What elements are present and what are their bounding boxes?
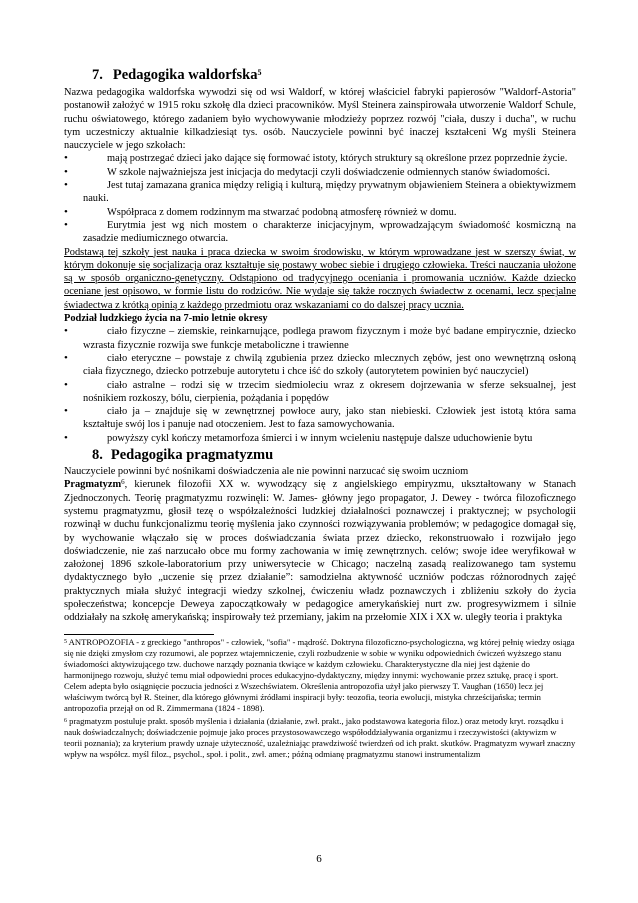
list-item: • Eurytmia jest wg nich mostem o charakterze inicjacyjnym, wprowadzającym świadomość kosmiczną na zasadzie mediumicznego otwarcia. <box>64 219 576 246</box>
list-item: • Współpraca z domem rodzinnym ma stwarzać podobną atmosferę również w domu. <box>64 206 576 219</box>
footnote-divider <box>64 634 214 635</box>
footnote-mark: 5 <box>64 638 67 645</box>
section-7-heading <box>92 66 576 84</box>
section-8-heading <box>92 446 576 464</box>
section-7-intro: Nazwa pedagogika waldorfska wywodzi się od wsi Waldorf, w której właściciel fabryki papierosów "Waldorf-Astoria" postanowił założyć w 1915 roku szkołę dla dzieci pracowników. Myśl Steinera zainspirowała utworzenie Waldorf Schule, ruchu oświatowego, którego zadaniem było wychowywanie młodzieży poprzez rozwój "ciała, duszy i ducha", w ruchu tym uczestniczy aktualnie kilkadziesiąt tys. osób. Nauczyciele powinni być inaczej kształceni Wg myśli Steinera nauczyciele w jego szkołach: <box>64 87 576 152</box>
steiner-teacher-list <box>64 152 576 245</box>
list-item: • ciało fizyczne – ziemskie, reinkarnujące, podlega prawom fizycznym i może być badane empirycznie, dziecko wzrasta fizycznie rozwija swe funkcje metaboliczne i trawienne <box>64 325 576 352</box>
footnote-text: pragmatyzm postuluje prakt. sposób myślenia i działania (działanie, zwł. prakt., jako podstawowa kategoria filoz.) oraz metody kryt. rozsądku i nauk doświadczalnych; doświadczenie pojmuje jako proces przystosowawczego współoddziaływania organizmu i rzeczywistości (aktywizm w teorii poznania); za kryterium prawdy uznaje użyteczność, uzależniając prawdziwość twierdzeń od ich prakt. skutków. Pragmatyzm wywarł znaczny wpływ na współcz. myśl filoz., psychol., społ. i polit., zwł. amer.; późną odmianę pragmatyzmu stanowi instrumentalizm <box>64 715 576 759</box>
footnote-mark: 6 <box>64 717 67 724</box>
section-7-number: 7. <box>92 67 103 83</box>
list-item: • powyższy cykl kończy metamorfoza śmierci i w innym wcieleniu następuje dalsze uduchowienie bytu <box>64 432 576 445</box>
pragmatism-term: Pragmatyzm <box>64 479 122 491</box>
list-item: • Jest tutaj zamazana granica między religią i kulturą, między prywatnym objawieniem Steinera a obiektywizmem nauki. <box>64 179 576 206</box>
footnote-ref-6: 6 <box>121 478 125 487</box>
list-item: • W szkole najważniejsza jest inicjacja do medytacji czyli doświadczenie odmiennych stanów świadomości. <box>64 166 576 179</box>
list-item: • ciało ja – znajduje się w zewnętrznej powłoce aury, jako stan niebieski. Człowiek jest istotą która sama kształtuje swój los i panuje nad otoczeniem. Jest to faza samowychowania. <box>64 405 576 432</box>
life-periods-heading: Podział ludzkiego życia na 7-mio letnie okresy <box>64 313 268 325</box>
section-7-title: Pedagogika waldorfska <box>112 67 258 83</box>
school-basis-paragraph: Podstawą tej szkoły jest nauka i praca dziecka w swoim środowisku, w którym wprowadzane jest w szerszy świat, w którym dokonuje się socjalizacja oraz kształtuje się postawy wobec siebie i drugiego człowieka. Treści nauczania ułożone są w sposób organiczno-genetyczny. Odstąpiono od tradycyjnego oceniania i promowania uczniów. Każde dziecko oceniane jest opisowo, w formie listu do rodziców. Nie wydaje się także rocznych świadectw z ocenami, lecz specjalne świadectwa z krótką opinią z każdego przedmiotu oraz wskazaniami co do dalszej pracy ucznia. <box>64 246 576 311</box>
footnote-5 <box>64 637 576 714</box>
list-item: • ciało eteryczne – powstaje z chwilą zgubienia przez dziecko mlecznych zębów, jest ono wewnętrzną osłoną ciała fizycznego, dziecko potrzebuje autorytetu i chce iść do szkoły (autorytetem powinien być nauczyciel) <box>64 352 576 379</box>
footnote-text: ANTROPOZOFIA - z greckiego "anthropos" - człowiek, "sofia" - mądrość. Doktryna filozoficzno-psychologiczna, wg której pełnię wiedzy osiąga się nie dzięki zmysłom czy rozumowi, ale poprzez wtajemniczenie, czyli rozbudzenie w sobie w wyniku odpowiednich ćwiczeń wyższego stanu świadomości aktywizującego tzw. duchowe narządy poznania tkwiące w każdym człowieku. Charakterystyczne dla niej jest dążenie do harmonijnego rozwoju, służyć temu miał odpowiedni proces edukacyjno-dydaktyczny, między innymi: wychowanie przez sztukę, pracę i sport. Celem adepta było osiągnięcie poczucia jedności z Wszechświatem. Określenia antropozofia użył jako pierwszy T. Vaughan (1650) lecz jej właściwym twórcą był R. Steiner, dla którego głównymi źródłami inspiracji były: teozofia, teoria ewolucji, mistyka chrześcijańska; termin antropozofia przejął on od R. Zimmermana (1824 - 1898). <box>64 636 575 713</box>
footnote-ref-5: 5 <box>257 68 262 77</box>
pragmatism-paragraph <box>64 478 576 624</box>
footnote-6 <box>64 716 576 760</box>
page-number: 6 <box>316 853 322 865</box>
life-periods-list <box>64 325 576 445</box>
list-item: • ciało astralne – rodzi się w trzecim siedmioleciu wraz z okresem dojrzewania w sferze seksualnej, jest nośnikiem rozkoszy, bólu, cierpienia, pożądania i popędów <box>64 379 576 406</box>
document-page <box>64 66 576 760</box>
section-8-number: 8. <box>92 447 103 464</box>
section-8-intro: Nauczyciele powinni być nośnikami doświadczenia ale nie powinni narzucać się swoim uczniom <box>64 466 469 478</box>
section-8-title: Pedagogika pragmatyzmu <box>110 447 274 464</box>
list-item: • mają postrzegać dzieci jako dające się formować istoty, których struktury są określone przez poprzednie życie. <box>64 152 576 165</box>
pragmatism-body: , kierunek filozofii XX w. wywodzący się z angielskiego empiryzmu, ukształtowany w Stanach Zjednoczonych. Teorię pragmatyzmu rozwinęli: W. James- główny jego propagator, J. Dewey - twórca filozoficznego systemu pragmatyzmu, głosił tezę o współzależności ludzkiej działalności poznawczej i praktycznej; w psychologii rozwinął w duchu funkcjonalizmu teorię myślenia jako czynności rozwiązywania problemów; w pedagogice domagał się, by wychowanie włączało się w proces doświadczania świata przez dziecko, rekonstruowało i rozwijało jego doświadczenie, nie zaś narzucało obce mu formy zachowania w imię zewnętrznych. celów; swoje idee weryfikował w założonej 1896 szkole-laboratorium przy uniwersytecie w Chicago; naczelną zasadą realizowanego tam systemu dydaktycznego było „uczenie się przez działanie”: samodzielna aktywność uczniów podczas różnorodnych zajęć praktycznych miała służyć integracji wiedzy szkolnej, ćwiczeniu władz poznawczych i zbliżeniu szkoły do życia społeczeństwa; koncepcje Deweya zapoczątkowały w pedagogice amerykańskiej nurt zw. progresywizmem i silnie oddziałały na szkołę amerykańską; inspirowały też przemiany, jakim na przełomie XIX i XX w. uległy teoria i praktyka <box>64 479 576 624</box>
